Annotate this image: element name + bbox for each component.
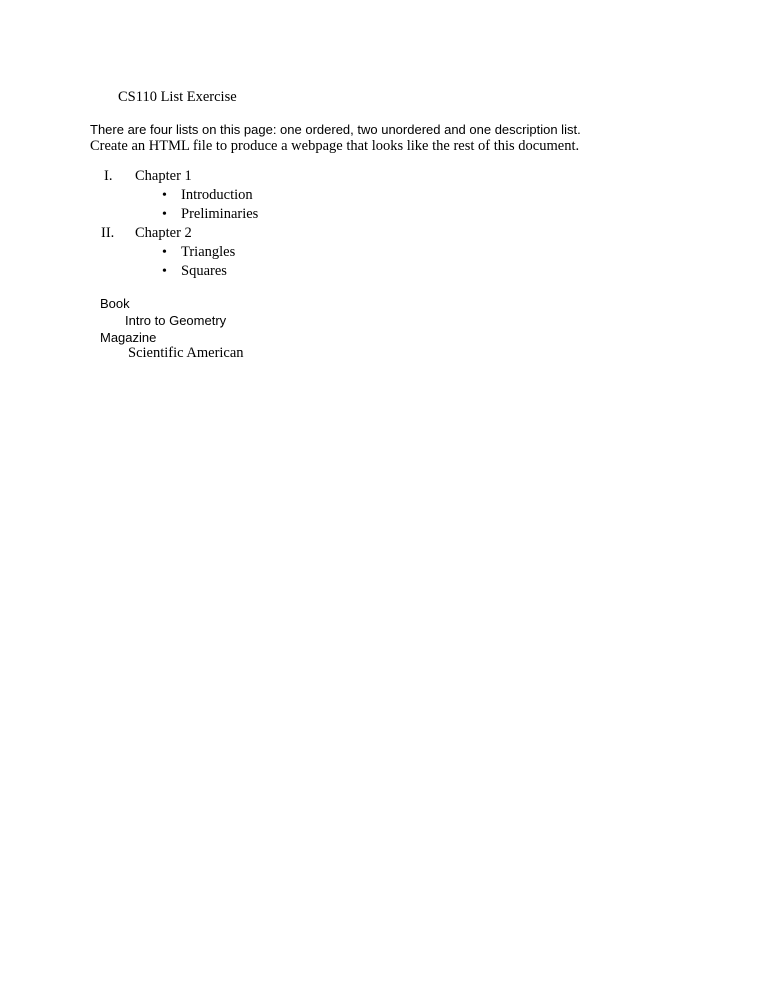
list-item-text: Squares [181, 263, 227, 279]
description-term: Book [100, 296, 130, 311]
description-detail: Intro to Geometry [125, 313, 227, 328]
bullet-icon: • [162, 245, 167, 260]
description-detail: Scientific American [128, 345, 244, 361]
list-marker: I. [104, 168, 113, 184]
list-item-text: Introduction [181, 187, 253, 203]
chapter-label: Chapter 1 [135, 168, 192, 184]
page-title: CS110 List Exercise [118, 89, 237, 105]
list-item-text: Triangles [181, 244, 236, 260]
bullet-icon: • [162, 207, 167, 222]
list-item-text: Preliminaries [181, 206, 259, 222]
description-term: Magazine [100, 330, 157, 345]
list-marker: II. [101, 225, 115, 241]
bullet-icon: • [162, 264, 167, 279]
intro-text-line-1: There are four lists on this page: one ordered, two unordered and one description list. [90, 122, 581, 137]
chapter-label: Chapter 2 [135, 225, 192, 241]
bullet-icon: • [162, 188, 167, 203]
intro-text-line-2: Create an HTML file to produce a webpage that looks like the rest of this document. [90, 138, 580, 154]
